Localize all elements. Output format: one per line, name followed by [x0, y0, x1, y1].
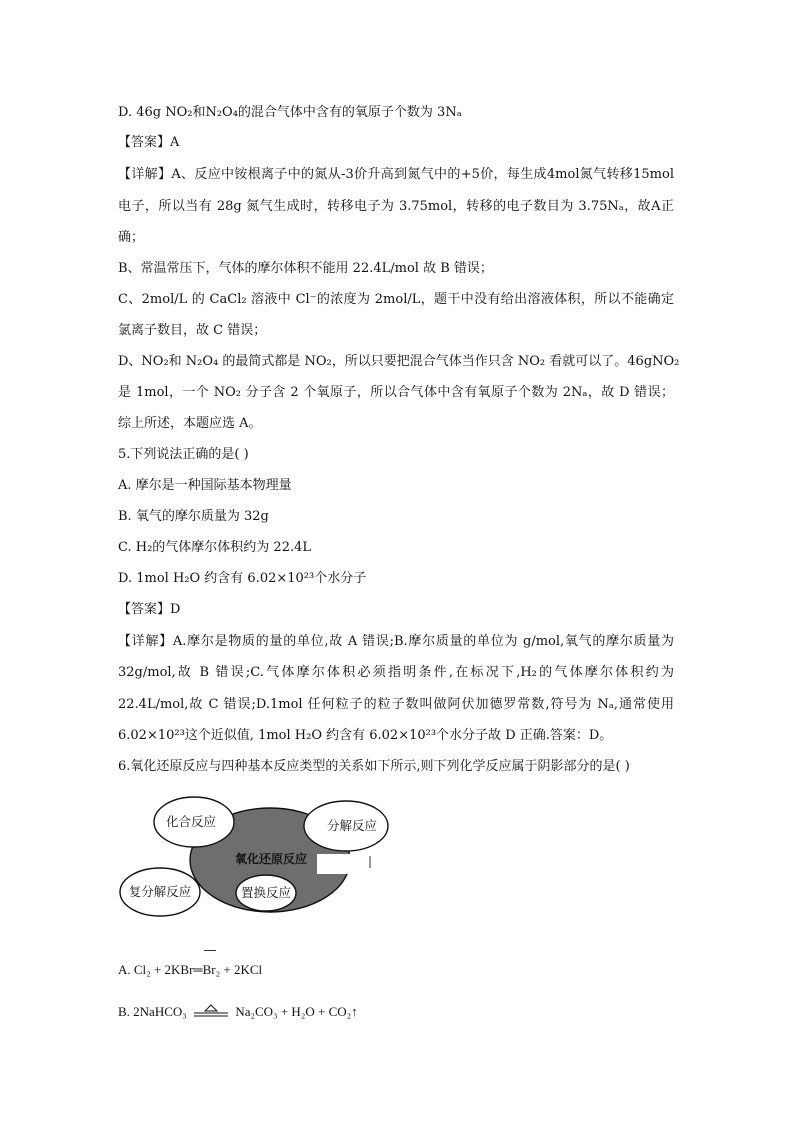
- heating-condition-symbol: [192, 1004, 230, 1018]
- question-4-option-d: D. 46g NO₂和N₂O₄的混合气体中含有的氧原子个数为 3Nₐ: [118, 105, 462, 120]
- combination-reaction-label: 化合反应: [165, 814, 217, 829]
- answer-label: 【答案】A: [118, 135, 180, 150]
- question-5-option-b: B. 氧气的摩尔质量为 32g: [118, 509, 269, 524]
- question-6-stem: 6.氧化还原反应与四种基本反应类型的关系如下所示,则下列化学反应属于阴影部分的是( ): [118, 759, 630, 774]
- explanation-line: 【详解】A、反应中铵根离子中的氮从-3价升高到氮气中的+5价，每生成4mol氮气转移15mol: [118, 167, 674, 182]
- explanation-line: B、常温常压下，气体的摩尔体积不能用 22.4L/mol 故 B 错误；: [118, 261, 493, 276]
- question-5-option-d: D. 1mol H₂O 约含有 6.02×10²³个水分子: [118, 571, 367, 586]
- explanation-line: 32g/mol,故 B 错误;C.气体摩尔体积必须指明条件,在标况下,H₂的气体摩尔体积约为: [118, 665, 674, 680]
- redox-reaction-label: 氧化还原反应: [234, 852, 308, 866]
- question-5-stem: 5.下列说法正确的是( ): [118, 447, 249, 462]
- question-5-option-a: A. 摩尔是一种国际基本物理量: [118, 478, 292, 493]
- decomposition-reaction-label: 分解反应: [326, 818, 378, 833]
- reaction-type-venn-diagram: [118, 792, 418, 924]
- explanation-line: 6.02×10²³这个近似值, 1mol H₂O 约含有 6.02×10²³个水分子故 D 正确.答案：D。: [118, 728, 613, 743]
- explanation-line: 22.4L/mol,故 C 错误;D.1mol 任何粒子的粒子数叫做阿伏加德罗常数,符号为 Nₐ,通常使用: [118, 697, 674, 712]
- question-5-option-c: C. H₂的气体摩尔体积约为 22.4L: [118, 540, 312, 555]
- stray-dash-mark: [204, 950, 216, 951]
- replacement-reaction-label: 置换反应: [240, 885, 292, 900]
- explanation-line: C、2mol/L 的 CaCl₂ 溶液中 Cl⁻的浓度为 2mol/L，题干中没有给出溶液体积，所以不能确定: [118, 292, 674, 307]
- double-replacement-label: 复分解反应: [128, 884, 192, 899]
- option-b-reactant: B. 2NaHCO₃: [118, 1004, 187, 1019]
- option-b-products: Na₂CO₃ + H₂O + CO₂↑: [235, 1004, 358, 1019]
- question-6-option-b: [118, 1004, 358, 1020]
- answer-label: 【答案】D: [118, 602, 181, 617]
- explanation-line: 【详解】A.摩尔是物质的量的单位,故 A 错误;B.摩尔质量的单位为 g/mol,氧气的摩尔质量为: [118, 634, 674, 649]
- explanation-line: 是 1mol，一个 NO₂ 分子含 2 个氧原子，所以合气体中含有氧原子个数为 2Nₐ，故 D 错误；: [118, 385, 674, 400]
- explanation-line: 电子，所以当有 28g 氮气生成时，转移电子为 3.75mol，转移的电子数目为 3.75Nₐ，故A正: [118, 199, 674, 214]
- question-6-option-a: A. Cl₂ + 2KBr═Br₂ + 2KCl: [118, 962, 263, 977]
- scan-blank-patch: [317, 854, 367, 874]
- explanation-line: 氯离子数目，故 C 错误；: [118, 323, 267, 338]
- explanation-line: D、NO₂和 N₂O₄ 的最简式都是 NO₂，所以只要把混合气体当作只含 NO₂ 看就可以了。46gNO₂: [118, 354, 680, 369]
- explanation-line: 确；: [118, 230, 145, 245]
- explanation-line: 综上所述，本题应选 A。: [118, 416, 262, 431]
